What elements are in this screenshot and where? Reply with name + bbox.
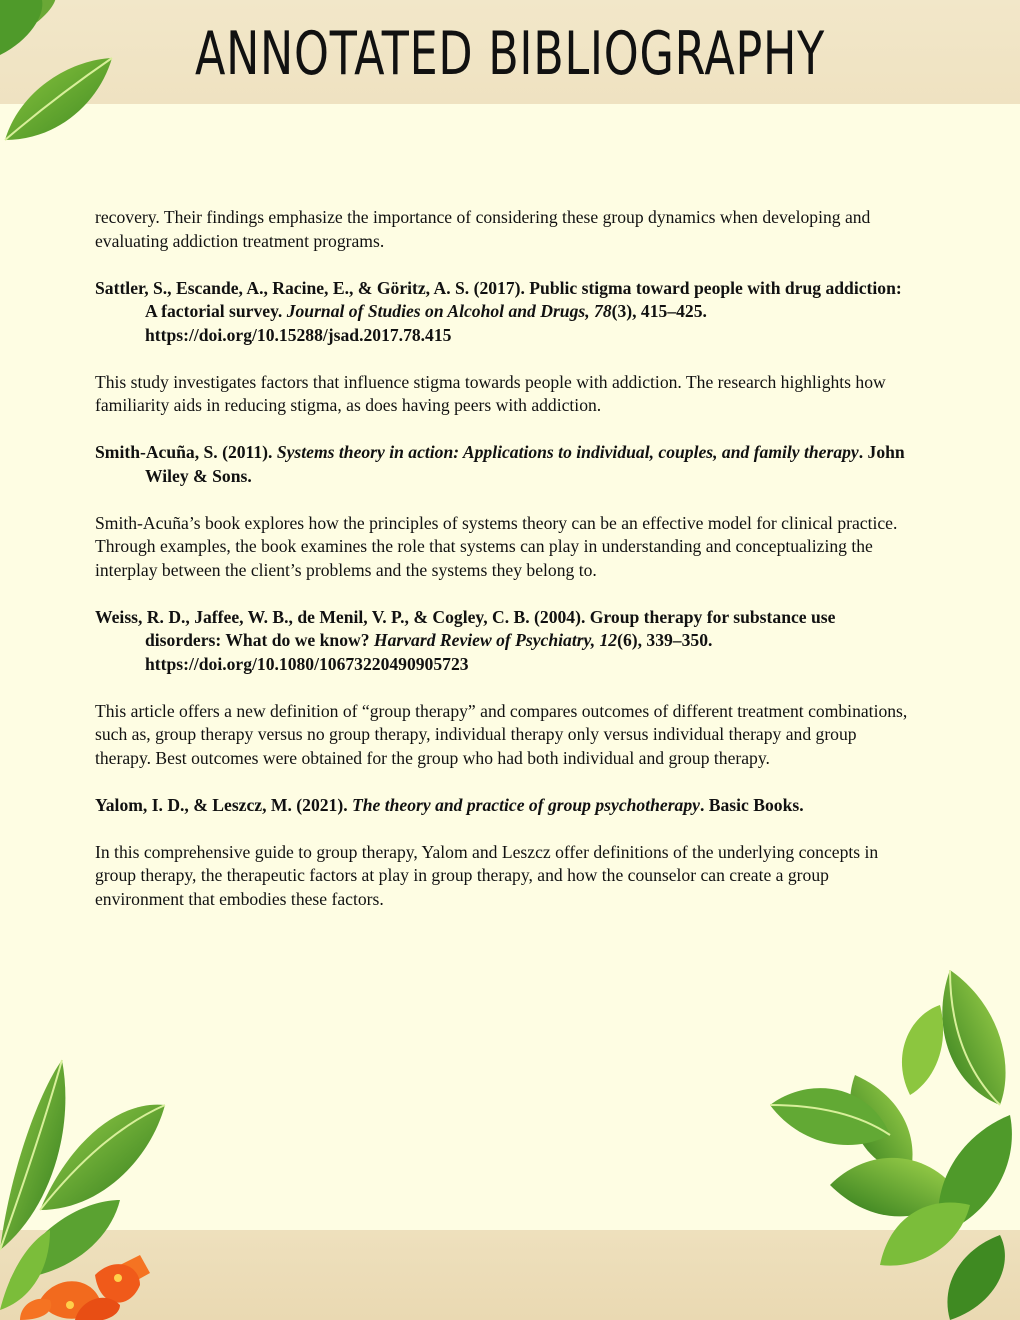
leaf-icon: [760, 965, 1020, 1320]
annotation-weiss: This article offers a new definition of “group therapy” and compares outcomes of different treatment combinations, such as, group therapy versus no group therapy, individual therapy only versus individual therapy and group therapy. Best outcomes were obtained for the group who had both individual and group therapy.: [95, 700, 908, 768]
page-title: ANNOTATED BIBLIOGRAPHY: [194, 19, 826, 89]
annotation-yalom: In this comprehensive guide to group therapy, Yalom and Leszcz offer definitions of the underlying concepts in group therapy, the therapeutic factors at play in group therapy, and how the counselor can create a group environment that embodies these factors.: [95, 841, 879, 909]
reference-sattler: Sattler, S., Escande, A., Racine, E., & Göritz, A. S. (2017). Public stigma toward people with drug addiction: A factorial survey. Journal of Studies on Alcohol and Drugs, 78(3), 415–425. https://doi.org/10.15288/jsad.2017.78.415: [95, 277, 902, 345]
leaf-icon: [0, 1050, 200, 1320]
reference-weiss: Weiss, R. D., Jaffee, W. B., de Menil, V. P., & Cogley, C. B. (2004). Group therapy for substance use disorders: What do we know? Harvard Review of Psychiatry, 12(6), 339–350. https://doi.org/10.1080/10673220490905723: [95, 606, 836, 674]
reference-yalom: Yalom, I. D., & Leszcz, M. (2021). The theory and practice of group psychotherapy. Basic Books.: [95, 794, 804, 815]
annotation-sattler: This study investigates factors that influence stigma towards people with addiction. The research highlights how familiarity aids in reducing stigma, as does having peers with addiction.: [95, 371, 886, 415]
leaf-icon: [0, 0, 150, 150]
continuation-paragraph: recovery. Their findings emphasize the importance of considering these group dynamics when developing and evaluating addiction treatment programs.: [95, 207, 871, 251]
bibliography-body: [95, 206, 915, 911]
annotation-smith-acuna: Smith-Acuña’s book explores how the principles of systems theory can be an effective model for clinical practice. Through examples, the book examines the role that systems can play in understanding and conceptualizing the interplay between the client’s problems and the systems they belong to.: [95, 512, 898, 580]
reference-smith-acuna: Smith-Acuña, S. (2011). Systems theory in action: Applications to individual, couples, and family therapy. John Wiley & Sons.: [95, 442, 905, 486]
